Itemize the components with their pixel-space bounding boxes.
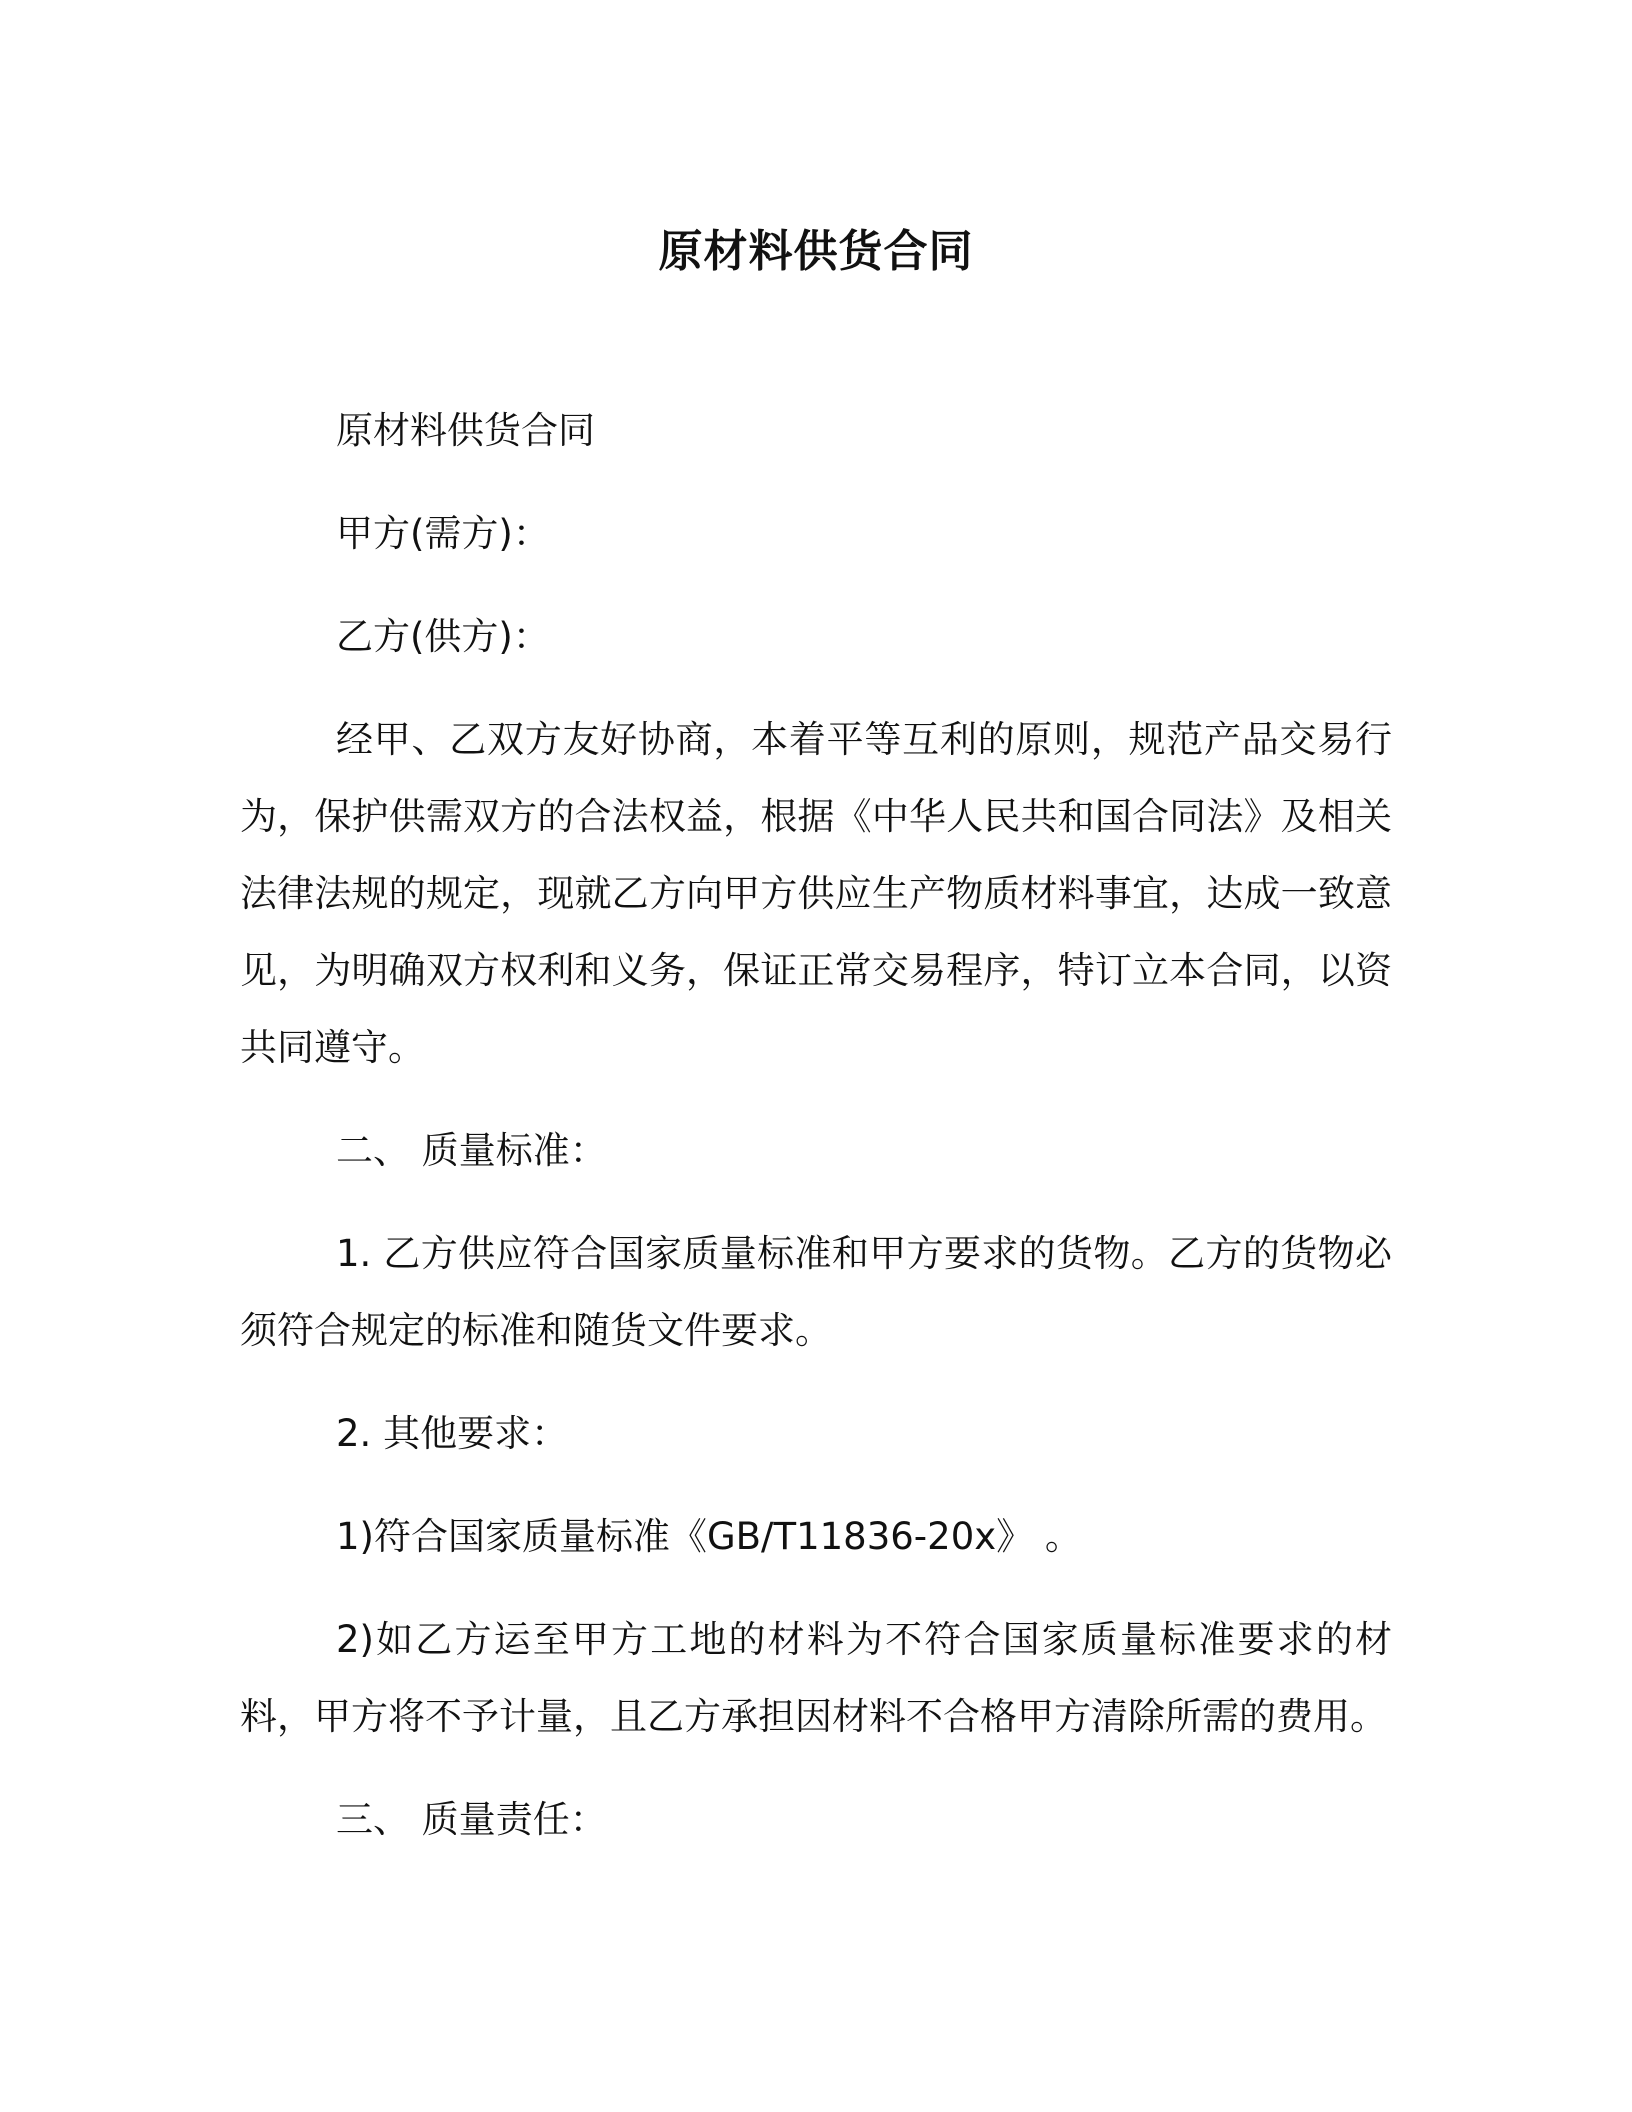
paragraph-party-a: 甲方(需方)： — [336, 512, 550, 555]
paragraph-clause-2: 2. 其他要求： — [336, 1412, 569, 1455]
paragraph-party-b: 乙方(供方)： — [336, 615, 550, 658]
paragraph-contract-name: 原材料供货合同 — [336, 409, 595, 452]
paragraph-subclause-2: 2)如乙方运至甲方工地的材料为不符合国家质量标准要求的材料，甲方将不予计量，且乙方承担因材料不合格甲方清除所需的费用。 — [240, 1618, 1392, 1738]
section-heading-quality-standard: 二、 质量标准： — [336, 1129, 607, 1172]
paragraph-subclause-1: 1)符合国家质量标准《GB/T11836-20x》 。 — [336, 1515, 1082, 1558]
section-heading-quality-responsibility: 三、 质量责任： — [336, 1798, 607, 1841]
paragraph-preamble: 经甲、乙双方友好协商，本着平等互利的原则，规范产品交易行为，保护供需双方的合法权益，根据《中华人民共和国合同法》及相关法律法规的规定，现就乙方向甲方供应生产物质材料事宜，达成一致意见，为明确双方权利和义务，保证正常交易程序，特订立本合同，以资共同遵守。 — [240, 718, 1392, 1069]
document-title: 原材料供货合同 — [658, 226, 974, 277]
paragraph-clause-1: 1. 乙方供应符合国家质量标准和甲方要求的货物。乙方的货物必须符合规定的标准和随货文件要求。 — [240, 1232, 1392, 1352]
document-body — [240, 392, 1392, 1884]
